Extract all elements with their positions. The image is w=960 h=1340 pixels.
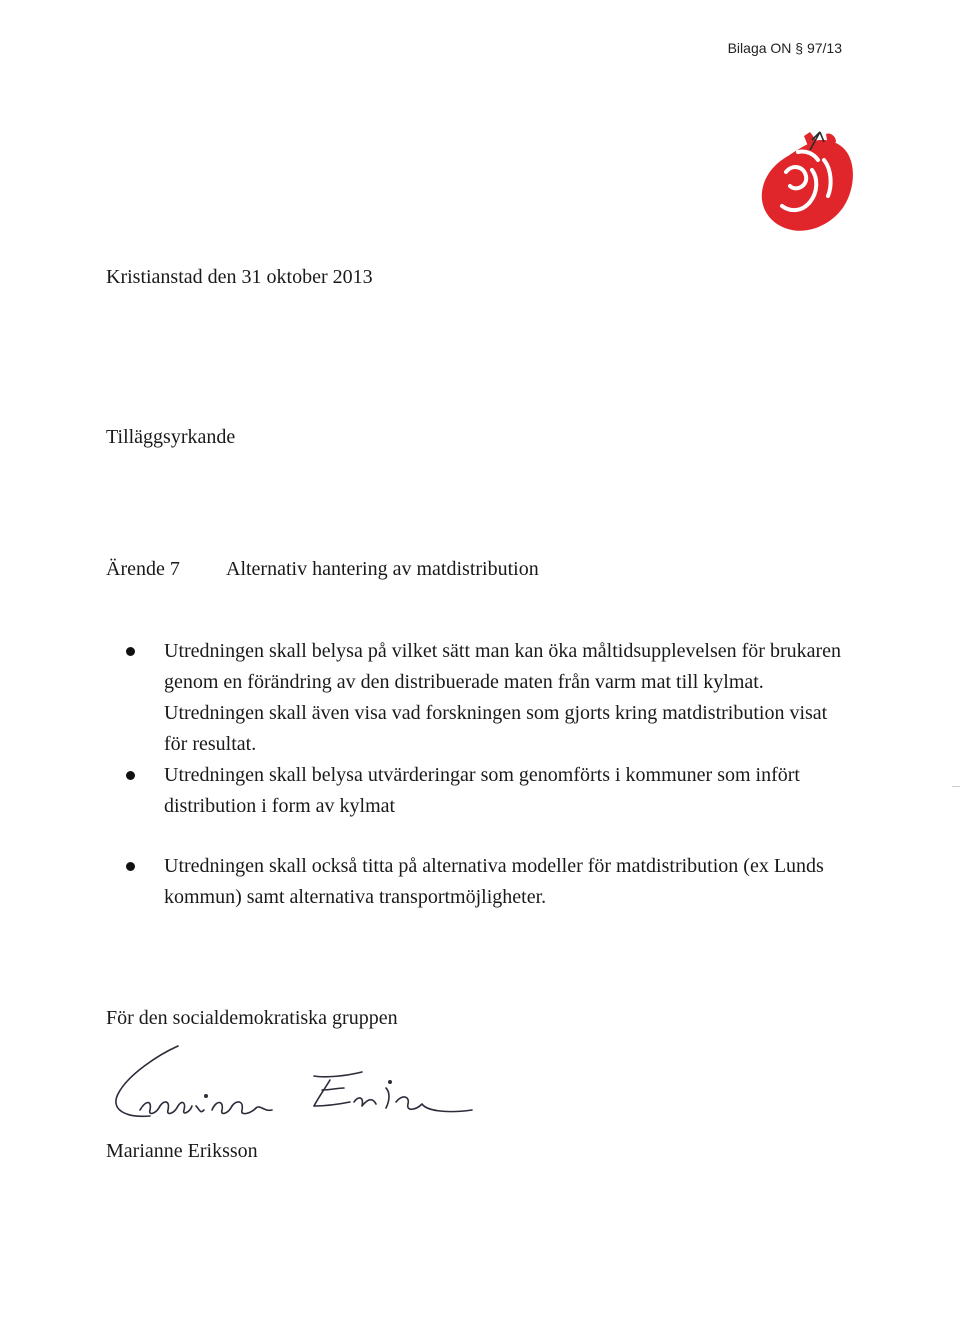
signer-name: Marianne Eriksson [106,1140,258,1162]
case-line [106,558,539,581]
list-item [126,851,846,913]
bullet-text: Utredningen skall belysa utvärderingar som genomförts i kommuner som infört distribution i form av kylmat [164,764,800,817]
place-date: Kristianstad den 31 oktober 2013 [106,266,373,288]
document-heading: Tilläggsyrkande [106,426,236,448]
bullet-dot [126,771,135,780]
bullet-dot [126,647,135,656]
list-item [126,760,846,822]
rose-logo-icon [750,130,862,242]
bullet-list [126,636,846,913]
scan-edge-mark [952,786,960,787]
handwritten-signature [100,1040,490,1140]
bullet-text: Utredningen skall belysa på vilket sätt man kan öka måltidsupplevelsen för brukaren genom en förändring av den distribuerade maten från varm mat till kylmat. Utredningen skall även visa vad forskningen som gjorts kring matdistribution visat för resultat. [164,640,842,755]
case-title: Alternativ hantering av matdistribution [226,558,539,580]
list-item [126,636,846,760]
case-number: Ärende 7 [106,558,180,580]
attachment-reference: Bilaga ON § 97/13 [727,40,842,56]
bullet-dot [126,862,135,871]
bullet-text: Utredningen skall också titta på alternativa modeller för matdistribution (ex Lunds kommun) samt alternativa transportmöjligheter. [164,855,824,908]
closing-line: För den socialdemokratiska gruppen [106,1007,398,1029]
